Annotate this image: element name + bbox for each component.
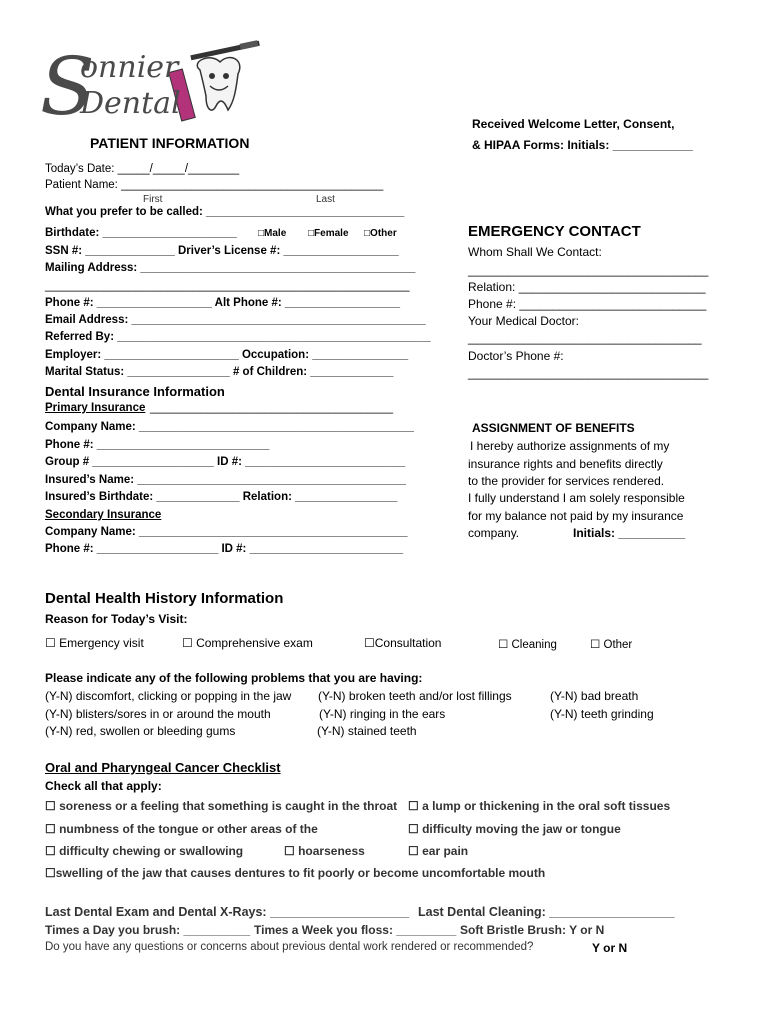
problem-ringing[interactable]: (Y-N) ringing in the ears [319, 707, 446, 721]
primary-insurance-line[interactable]: ______________________________________ [150, 402, 394, 414]
patient-info-title: PATIENT INFORMATION [90, 135, 250, 151]
company-field[interactable]: Company Name: ___________________________________________ [45, 421, 414, 433]
assignment-title: ASSIGNMENT OF BENEFITS [472, 421, 635, 435]
cancer-lump[interactable]: ☐ a lump or thickening in the oral soft tissues [408, 799, 671, 813]
check-all-label: Check all that apply: [45, 779, 162, 793]
male-checkbox[interactable]: □Male [258, 228, 287, 239]
todays-date-field[interactable]: Today’s Date: _____/_____/________ [45, 163, 240, 175]
reason-label: Reason for Today’s Visit: [45, 612, 188, 626]
phone2-field[interactable]: Phone #: ___________________ ID #: ________________________ [45, 543, 404, 555]
hipaa-initials[interactable]: & HIPAA Forms: Initials: ____________ [472, 138, 693, 152]
assignment-initials[interactable]: Initials: __________ [573, 526, 686, 540]
referred-field[interactable]: Referred By: _________________________________________________ [45, 331, 431, 343]
assignment-line6: company. [468, 526, 520, 540]
history-title: Dental Health History Information [45, 590, 284, 607]
insured-name-field[interactable]: Insured’s Name: __________________________________________ [45, 474, 406, 486]
problem-bad-breath[interactable]: (Y-N) bad breath [550, 689, 639, 703]
assignment-line2: insurance rights and benefits directly [468, 457, 663, 471]
phone-field[interactable]: Phone #: __________________ Alt Phone #: __________________ [45, 297, 401, 309]
last-exam-field[interactable]: Last Dental Exam and Dental X-Rays: ____________________ [45, 905, 410, 919]
comprehensive-exam-checkbox[interactable]: ☐ Comprehensive exam [182, 636, 313, 650]
group-field[interactable]: Group # ___________________ ID #: _________________________ [45, 456, 406, 468]
assignment-line5: for my balance not paid by my insurance [468, 509, 684, 523]
last-cleaning-field[interactable]: Last Dental Cleaning: __________________ [418, 905, 675, 919]
ins-phone-field[interactable]: Phone #: ___________________________ [45, 439, 270, 451]
company2-field[interactable]: Company Name: __________________________________________ [45, 526, 408, 538]
assignment-line4: I fully understand I am solely responsible [468, 491, 685, 505]
problem-grinding[interactable]: (Y-N) teeth grinding [550, 707, 654, 721]
relation-field[interactable]: Relation: ____________________________ [468, 280, 706, 294]
emergency-contact-line[interactable]: ____________________________________ [468, 263, 709, 277]
doctor-line[interactable]: ___________________________________ [468, 331, 702, 345]
emergency-visit-checkbox[interactable]: ☐ Emergency visit [45, 636, 144, 650]
marital-field[interactable]: Marital Status: ________________ # of Children: _____________ [45, 366, 394, 378]
insured-birthdate-field[interactable]: Insured’s Birthdate: _____________ Relation: ________________ [45, 491, 398, 503]
soft-bristle-field[interactable]: Soft Bristle Brush: Y or N [460, 923, 605, 937]
problem-stained[interactable]: (Y-N) stained teeth [317, 724, 417, 738]
mailing-field[interactable]: Mailing Address: ___________________________________________ [45, 262, 416, 274]
problem-blisters[interactable]: (Y-N) blisters/sores in or around the mouth [45, 707, 271, 721]
first-label: First [143, 194, 163, 205]
consultation-checkbox[interactable]: ☐Consultation [364, 636, 442, 650]
cancer-chewing[interactable]: ☐ difficulty chewing or swallowing [45, 844, 244, 858]
emergency-phone-field[interactable]: Phone #: ____________________________ [468, 297, 707, 311]
doctor-phone-label: Doctor’s Phone #: [468, 349, 564, 363]
doctor-phone-line[interactable]: ____________________________________ [468, 366, 709, 380]
patient-name-field[interactable]: Patient Name: _________________________________________ [45, 179, 384, 191]
other-checkbox[interactable]: □Other [364, 228, 397, 239]
secondary-insurance-label: Secondary Insurance [45, 509, 162, 521]
assignment-line1: I hereby authorize assignments of my [470, 439, 670, 453]
problem-broken-teeth[interactable]: (Y-N) broken teeth and/or lost fillings [318, 689, 512, 703]
birthdate-field[interactable]: Birthdate: _____________________ [45, 227, 237, 239]
female-checkbox[interactable]: □Female [308, 228, 349, 239]
problem-gums[interactable]: (Y-N) red, swollen or bleeding gums [45, 724, 236, 738]
cancer-numbness[interactable]: ☐ numbness of the tongue or other areas of the [45, 822, 318, 836]
problem-jaw[interactable]: (Y-N) discomfort, clicking or popping in the jaw [45, 689, 292, 703]
emergency-title: EMERGENCY CONTACT [468, 223, 641, 240]
prefer-field[interactable]: What you prefer to be called: _______________________________ [45, 206, 405, 218]
cancer-soreness[interactable]: ☐ soreness or a feeling that something is caught in the throat [45, 799, 398, 813]
logo-initial: S [40, 40, 95, 133]
questions-label: Do you have any questions or concerns about previous dental work rendered or recommended? [45, 941, 534, 953]
problems-title: Please indicate any of the following problems that you are having: [45, 671, 423, 685]
cancer-moving-jaw[interactable]: ☐ difficulty moving the jaw or tongue [408, 822, 621, 836]
questions-yn[interactable]: Y or N [592, 941, 628, 955]
brush-field[interactable]: Times a Day you brush: __________ [45, 923, 251, 937]
assignment-line3: to the provider for services rendered. [468, 474, 665, 488]
employer-field[interactable]: Employer: _____________________ Occupation: _______________ [45, 349, 409, 361]
other-visit-checkbox[interactable]: ☐ Other [590, 639, 633, 651]
logo-line1: onnier [80, 50, 179, 85]
email-field[interactable]: Email Address: ______________________________________________ [45, 314, 426, 326]
logo-line2: Dental [80, 86, 181, 121]
cancer-hoarseness[interactable]: ☐ hoarseness [284, 844, 365, 858]
medical-doctor-label: Your Medical Doctor: [468, 314, 579, 328]
cleaning-checkbox[interactable]: ☐ Cleaning [498, 639, 557, 651]
insurance-title: Dental Insurance Information [45, 384, 225, 399]
primary-insurance-label: Primary Insurance [45, 402, 146, 414]
logo [40, 40, 270, 135]
whom-label: Whom Shall We Contact: [468, 245, 602, 259]
cancer-swelling[interactable]: ☐swelling of the jaw that causes dentures to fit poorly or become uncomfortable mouth [45, 866, 546, 880]
last-label: Last [316, 194, 335, 205]
floss-field[interactable]: Times a Week you floss: _________ [254, 923, 457, 937]
ssn-field[interactable]: SSN #: ______________ Driver’s License #: __________________ [45, 245, 399, 257]
cancer-ear-pain[interactable]: ☐ ear pain [408, 844, 469, 858]
cancer-title: Oral and Pharyngeal Cancer Checklist [45, 760, 281, 775]
mailing-line2[interactable]: _________________________________________________________ [45, 280, 410, 292]
received-text: Received Welcome Letter, Consent, [472, 117, 675, 131]
